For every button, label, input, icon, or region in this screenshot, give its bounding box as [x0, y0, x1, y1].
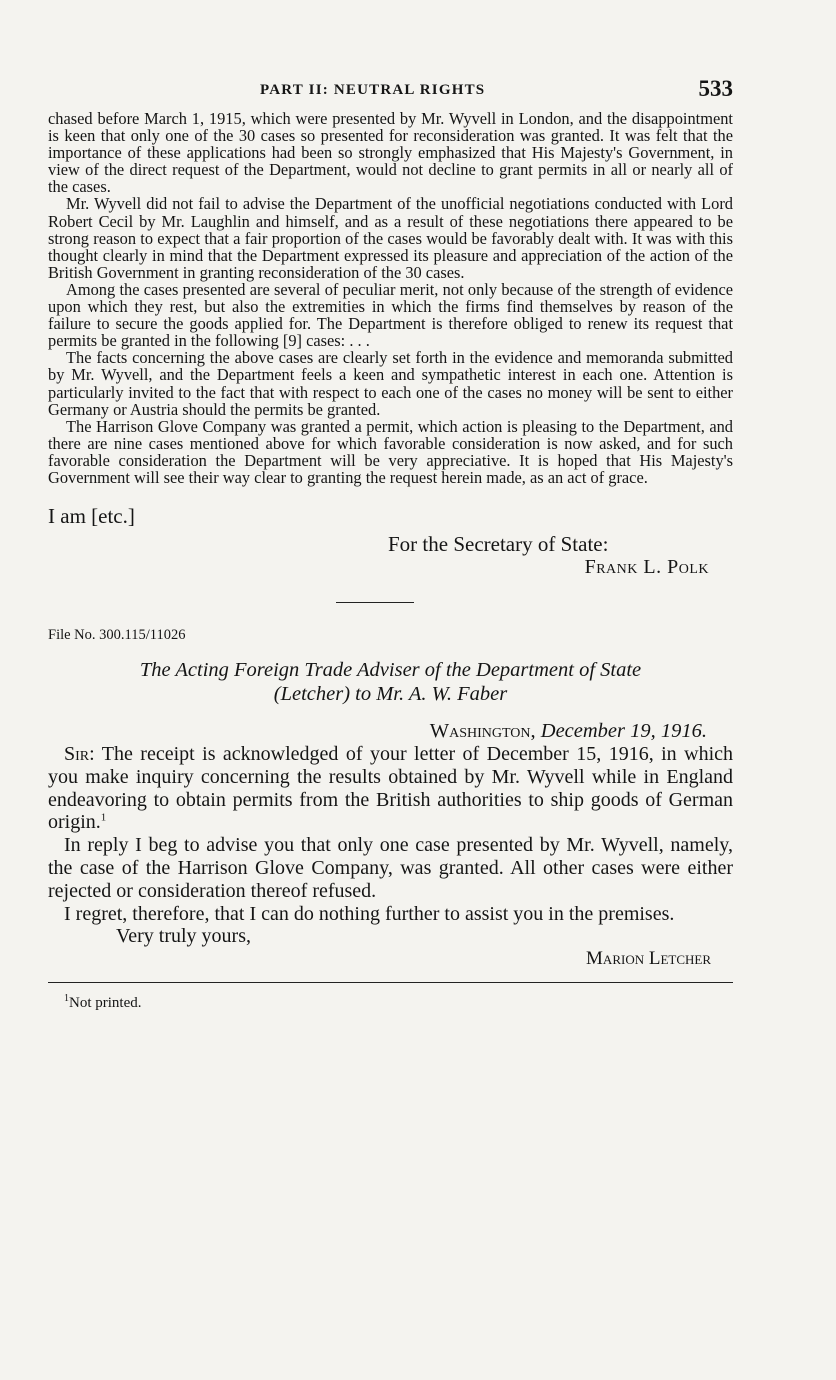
for-secretary-line: For the Secretary of State: [388, 532, 609, 557]
footnote-text: Not printed. [69, 995, 142, 1012]
letter1-paragraph: chased before March 1, 1915, which were presented by Mr. Wyvell in London, and the disappointment is keen that only one of the 30 cases so presented for reconsideration was granted. It was felt that the importance of these applications had been so strongly emphasized that His Majesty's Government, in view of the direct request of the Department, would not decline to grant permits in all or nearly all of the cases. [48, 109, 733, 197]
salutation: Sir: [64, 743, 95, 766]
letter1-closing [48, 504, 733, 602]
footnote-divider [48, 982, 733, 983]
footnote-reference: 1 [100, 811, 107, 824]
letter2-signature: Marion Letcher [586, 948, 711, 970]
section-divider [336, 602, 414, 603]
file-number: File No. 300.115/11026 [48, 627, 186, 644]
letter2-body [48, 743, 733, 970]
page-number: 533 [698, 76, 733, 101]
letter1-signature: Frank L. Polk [584, 556, 709, 579]
document-page [48, 76, 733, 1012]
footnote [48, 995, 733, 1012]
valediction: Very truly yours, [116, 925, 251, 948]
letter1-paragraph: Among the cases presented are several of peculiar merit, not only because of the strength of evidence upon which they rest, but also the extremities in which the firms find themselves by reason of the failure to secure the goods applied for. The Department is therefore obliged to renew its request that permits be granted in the following [9] cases: . . . [48, 279, 733, 351]
document-title [48, 658, 733, 706]
letter1-paragraph: Mr. Wyvell did not fail to advise the Department of the unofficial negotiations conducted with Lord Robert Cecil by Mr. Laughlin and himself, and as a result of these negotiations there appeared to be strong reason to expect that a fair proportion of the cases would be favorably dealt with. It was with this thought clearly in mind that the Department expressed its pleasure and appreciation of the action of the British Government in granting reconsideration of the 30 cases. [48, 194, 733, 282]
letter1-paragraph: The facts concerning the above cases are clearly set forth in the evidence and memoranda submitted by Mr. Wyvell, and the Department feels a keen and sympathetic interest in each one. Attention is particularly invited to the fact that with respect to each one of the cases no money will be sent to either Germany or Austria should the permits be granted. [48, 348, 733, 419]
running-title: PART II: NEUTRAL RIGHTS [260, 82, 486, 98]
letter2-paragraph: I regret, therefore, that I can do nothing further to assist you in the premises. [64, 902, 675, 925]
letter2-paragraph [48, 743, 733, 834]
dateline [48, 720, 733, 743]
running-head [48, 76, 733, 110]
document-title-line1: The Acting Foreign Trade Adviser of the Department of State [139, 659, 642, 682]
document-title-line2: (Letcher) to Mr. A. W. Faber [273, 683, 508, 706]
letter1-body [48, 110, 733, 486]
closing-phrase: I am [etc.] [48, 504, 135, 529]
dateline-date: December 19, 1916. [540, 720, 707, 743]
letter2-paragraph1-text: The receipt is acknowledged of your letter of December 15, 1916, in which you make inquiry concerning the results obtained by Mr. Wyvell while in England endeavoring to obtain permits from the British authorities to ship goods of German origin. [48, 743, 733, 834]
footnote-mark: 1 [64, 993, 69, 1005]
letter2-paragraph: In reply I beg to advise you that only one case presented by Mr. Wyvell, namely, the case of the Harrison Glove Company, was granted. All other cases were either rejected or consideration thereof refused. [48, 834, 733, 902]
dateline-place: Washington, [429, 720, 536, 743]
letter1-paragraph: The Harrison Glove Company was granted a permit, which action is pleasing to the Department, and there are nine cases mentioned above for which favorable consideration is now asked, and for such favorable consideration the Department will be very appreciative. It is hoped that His Majesty's Government will see their way clear to granting the request herein made, as an act of grace. [48, 416, 733, 487]
